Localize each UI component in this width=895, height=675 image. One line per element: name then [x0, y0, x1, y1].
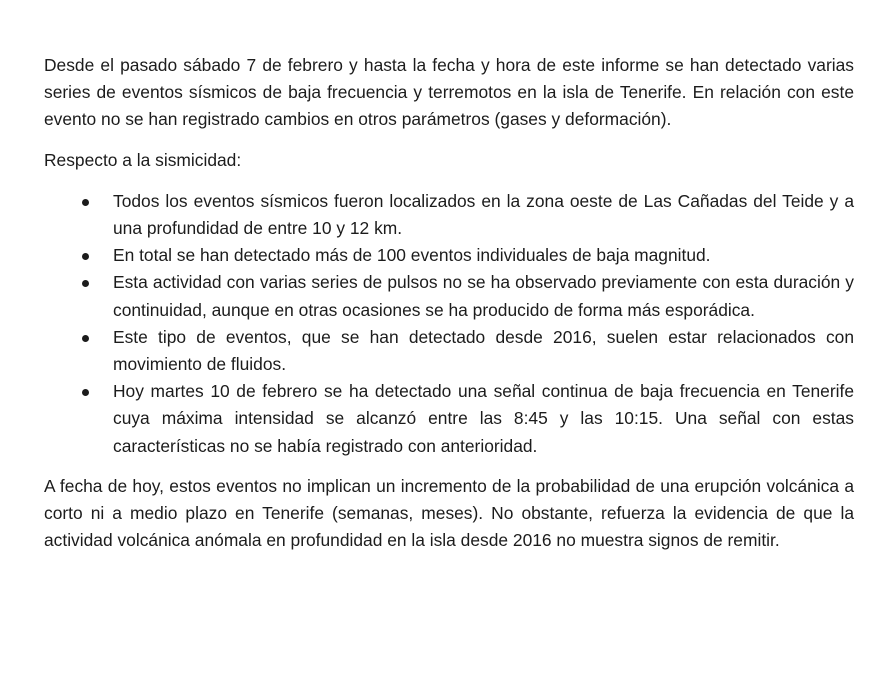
bullet-dot-icon — [82, 199, 89, 206]
bullet-dot-icon — [82, 253, 89, 260]
bullet-item — [44, 324, 854, 378]
bullet-text: Todos los eventos sísmicos fueron localizados en la zona oeste de Las Cañadas del Teide y a una profundidad de entre 10 y 12 km. — [113, 190, 854, 239]
bullet-item — [44, 378, 854, 460]
bullet-dot-icon — [82, 335, 89, 342]
bullet-item — [44, 242, 854, 269]
bullet-text: Hoy martes 10 de febrero se ha detectado una señal continua de baja frecuencia en Tenerife cuya máxima intensidad se alcanzó entre las 8:45 y las 10:15. Una señal con estas características no se había registrado con anterioridad. — [113, 381, 854, 456]
bullet-text: Este tipo de eventos, que se han detectado desde 2016, suelen estar relacionados con movimiento de fluidos. — [113, 326, 854, 375]
bullet-dot-icon — [82, 389, 89, 396]
bullet-dot-icon — [82, 280, 89, 287]
bullet-item — [44, 269, 854, 323]
intro-paragraph: Desde el pasado sábado 7 de febrero y hasta la fecha y hora de este informe se han detectado varias series de eventos sísmicos de baja frecuencia y terremotos en la isla de Tenerife. En relación con este evento no se han registrado cambios en otros parámetros (gases y deformación). — [44, 55, 854, 130]
seismicity-heading: Respecto a la sismicidad: — [44, 149, 242, 170]
bullet-item — [44, 188, 854, 242]
bullet-text: Esta actividad con varias series de pulsos no se ha observado previamente con esta duración y continuidad, aunque en otras ocasiones se ha producido de forma más esporádica. — [113, 272, 854, 320]
bullet-text: En total se han detectado más de 100 eventos individuales de baja magnitud. — [113, 245, 711, 266]
seismicity-bullet-list — [44, 188, 854, 460]
closing-paragraph: A fecha de hoy, estos eventos no implican un incremento de la probabilidad de una erupción volcánica a corto ni a medio plazo en Tenerife (semanas, meses). No obstante, refuerza la evidencia de que la actividad volcánica anómala en profundidad en la isla desde 2016 no muestra signos de remitir. — [44, 475, 854, 551]
document-body — [44, 52, 854, 554]
